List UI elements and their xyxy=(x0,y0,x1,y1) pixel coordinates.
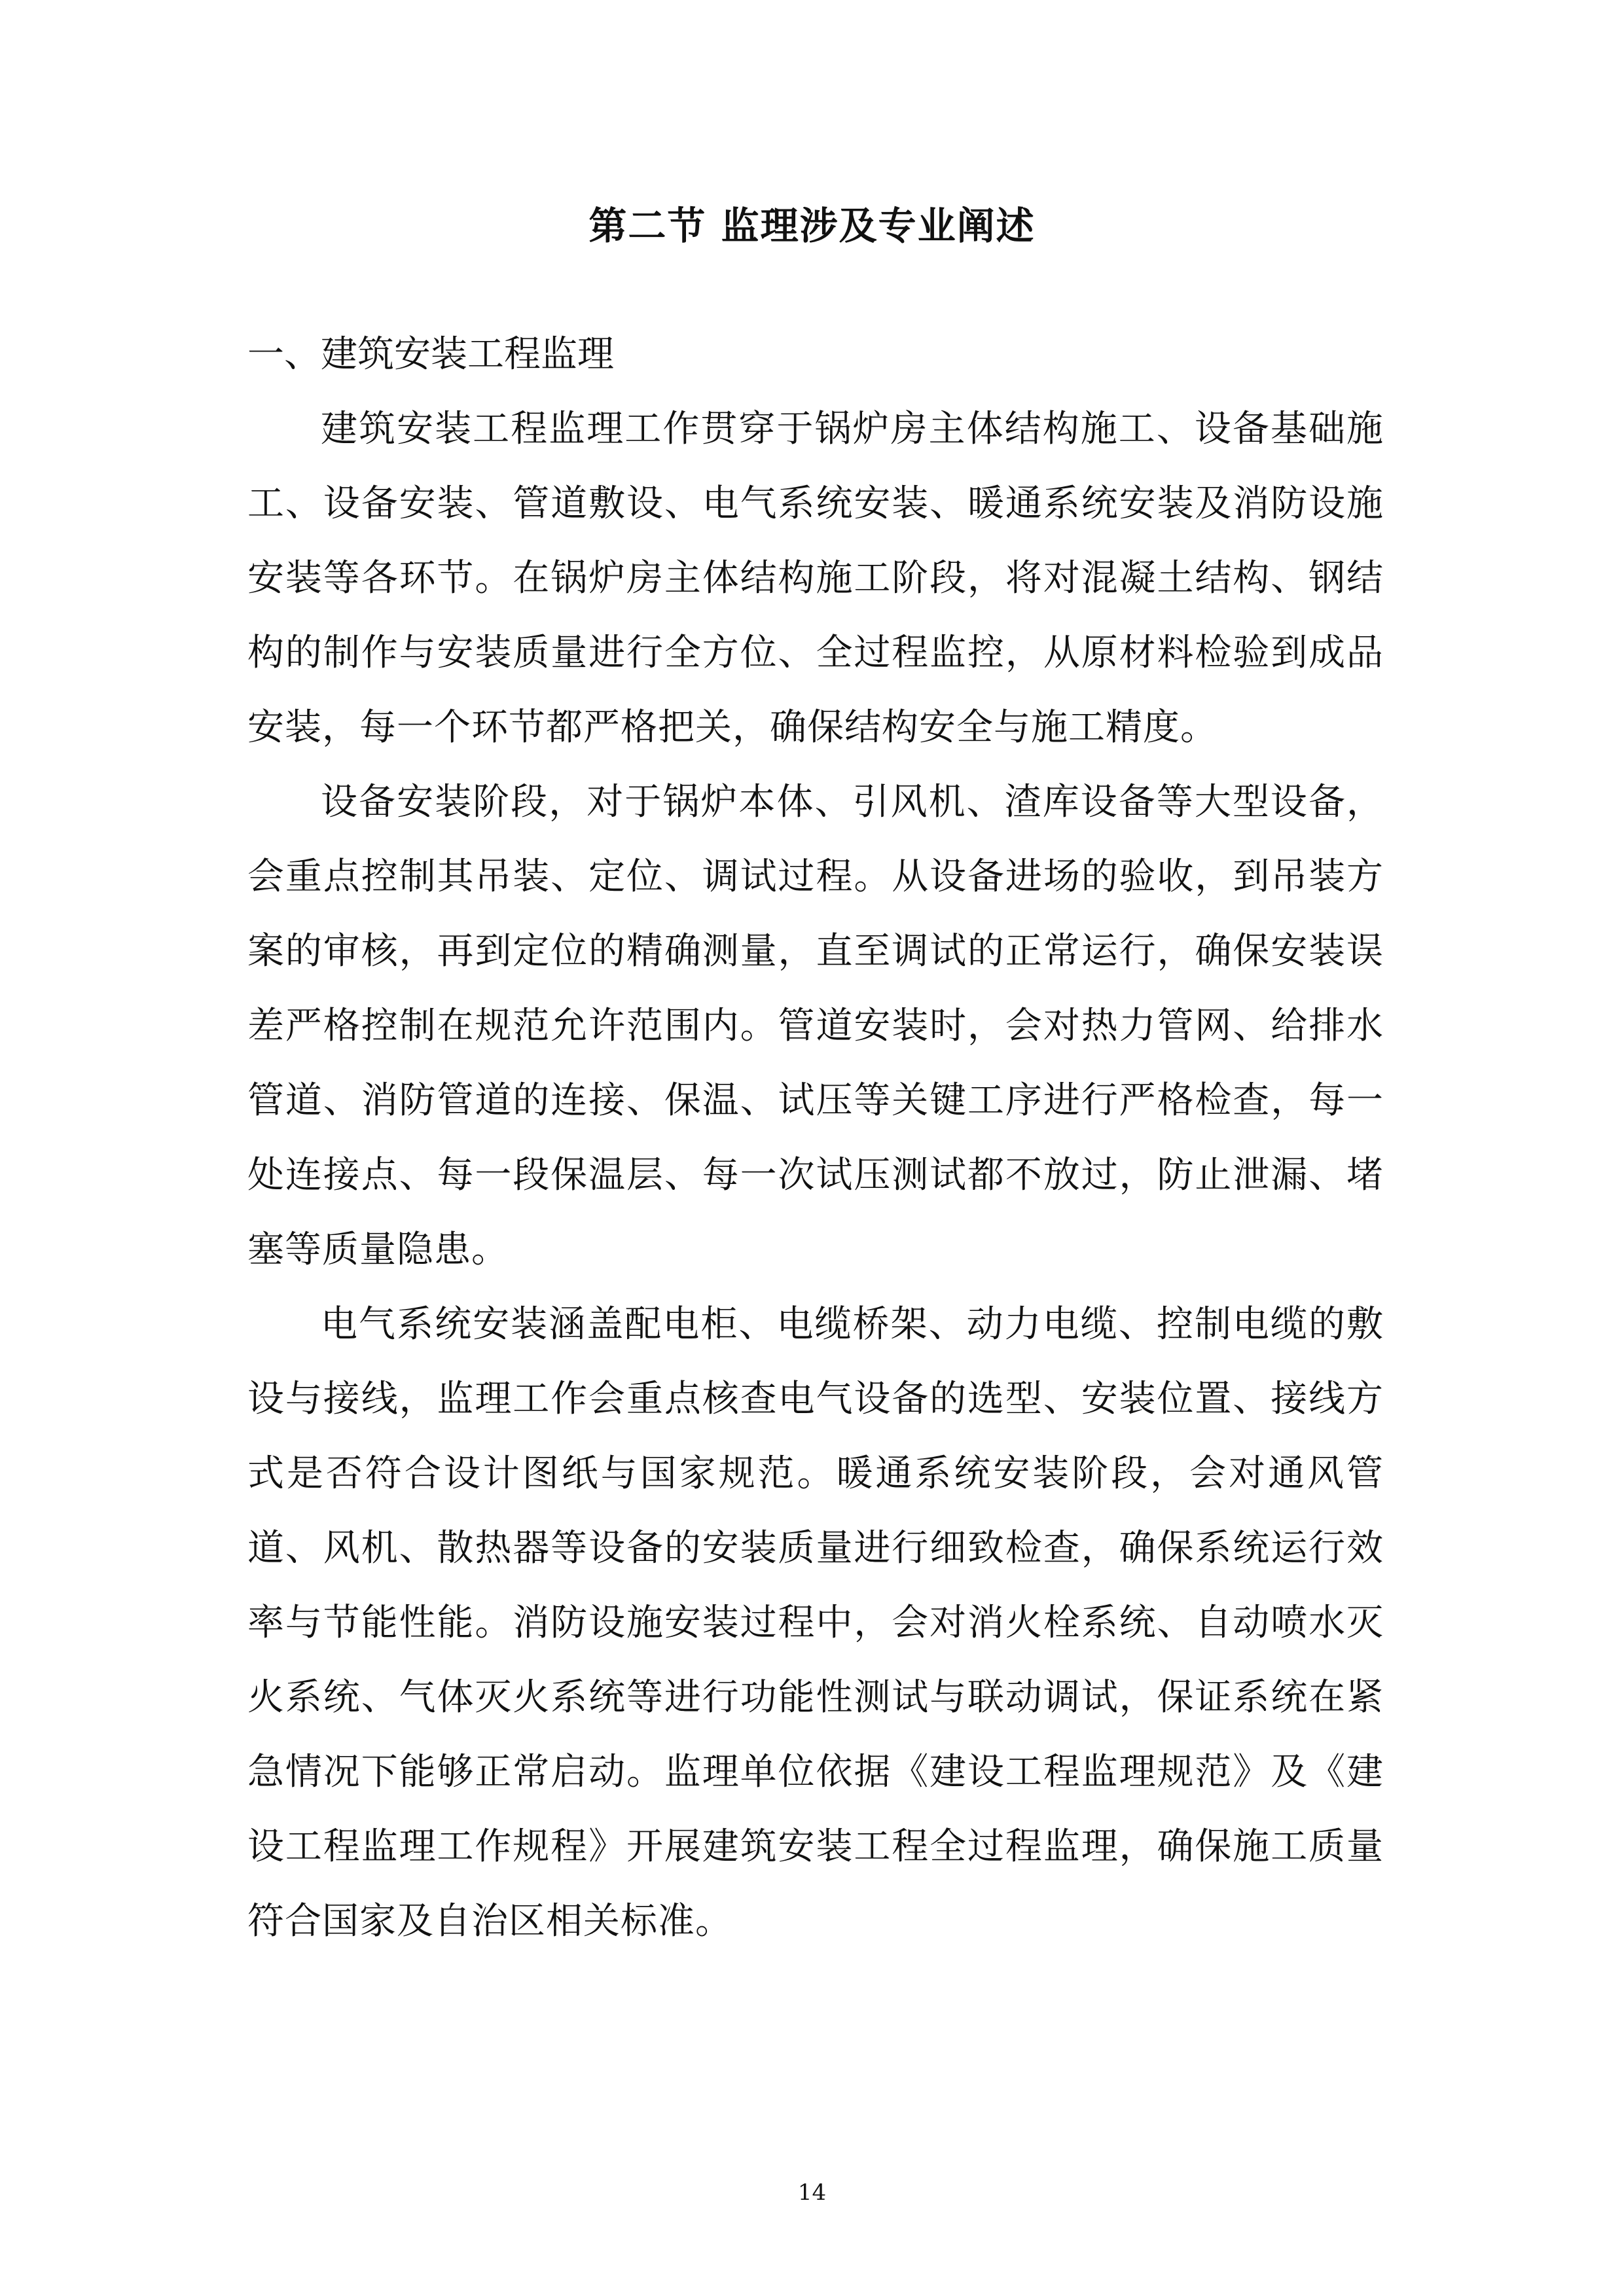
subsection-heading: 一、建筑安装工程监理 xyxy=(247,333,614,376)
body-content xyxy=(247,317,1384,1959)
paragraph-2: 设备安装阶段，对于锅炉本体、引风机、渣库设备等大型设备，会重点控制其吊装、定位、调试过程。从设备进场的验收，到吊装方案的审核，再到定位的精确测量，直至调试的正常运行，确保安装误差严格控制在规范允许范围内。管道安装时，会对热力管网、给排水管道、消防管道的连接、保温、试压等关键工序进行严格检查，每一处连接点、每一段保温层、每一次试压测试都不放过，防止泄漏、堵塞等质量隐患。 xyxy=(247,781,1384,1271)
section-title: 第二节 监理涉及专业阐述 xyxy=(588,204,1036,248)
paragraph-1: 建筑安装工程监理工作贯穿于锅炉房主体结构施工、设备基础施工、设备安装、管道敷设、电气系统安装、暖通系统安装及消防设施安装等各环节。在锅炉房主体结构施工阶段，将对混凝土结构、钢结构的制作与安装质量进行全方位、全过程监控，从原材料检验到成品安装，每一个环节都严格把关，确保结构安全与施工精度。 xyxy=(247,408,1384,749)
page-number: 14 xyxy=(797,2179,827,2206)
paragraph-3: 电气系统安装涵盖配电柜、电缆桥架、动力电缆、控制电缆的敷设与接线，监理工作会重点核查电气设备的选型、安装位置、接线方式是否符合设计图纸与国家规范。暖通系统安装阶段，会对通风管道、风机、散热器等设备的安装质量进行细致检查，确保系统运行效率与节能性能。消防设施安装过程中，会对消火栓系统、自动喷水灭火系统、气体灭火系统等进行功能性测试与联动调试，保证系统在紧急情况下能够正常启动。监理单位依据《建设工程监理规范》及《建设工程监理工作规程》开展建筑安装工程全过程监理，确保施工质量符合国家及自治区相关标准。 xyxy=(247,1303,1384,1943)
